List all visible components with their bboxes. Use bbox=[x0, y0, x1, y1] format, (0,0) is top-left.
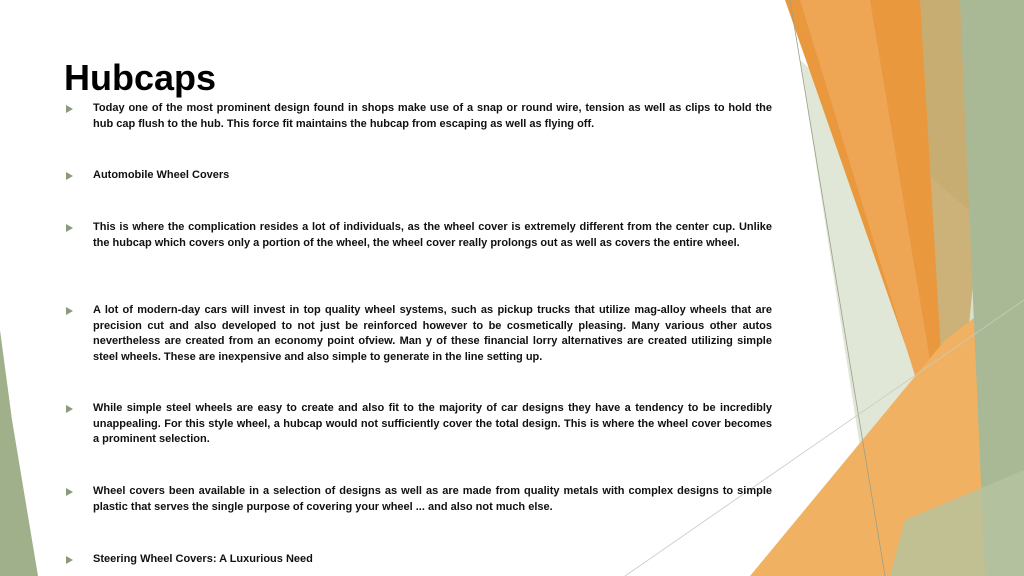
bullet-item bbox=[64, 401, 772, 448]
bullet-item bbox=[64, 168, 772, 184]
slide-title: Hubcaps bbox=[64, 57, 217, 98]
bullet-text: Wheel covers been available in a selection of designs as well as are made from quality metals with complex designs to simple plastic that serves the single purpose of covering your wheel ... and also not much else. bbox=[93, 485, 772, 513]
bullet-item bbox=[64, 220, 772, 251]
triangle-bullet-icon bbox=[66, 488, 73, 496]
bullet-item bbox=[64, 484, 772, 515]
triangle-bullet-icon bbox=[66, 405, 73, 413]
bullet-text: Today one of the most prominent design found in shops make use of a snap or round wire, tension as well as clips to hold the hub cap flush to the hub. This force fit maintains the hubcap from escaping as well as flying off. bbox=[93, 102, 772, 130]
bullet-text: This is where the complication resides a lot of individuals, as the wheel cover is extremely different from the center cup. Unlike the hubcap which covers only a portion of the wheel, the wheel cover really prolongs out as well as covers the entire wheel. bbox=[93, 221, 772, 249]
bullet-text: Steering Wheel Covers: A Luxurious Need bbox=[93, 553, 313, 565]
left-sage-facet bbox=[0, 330, 38, 576]
bullet-text: A lot of modern-day cars will invest in top quality wheel systems, such as pickup trucks that utilize mag-alloy wheels that are precision cut and also developed to not just be reinforced however to be cosmetically pleasing. Many various other autos nevertheless are created from an economy point ofview. Man y of these financial lorry alternatives are created utilizing simple steel wheels. These are inexpensive and also simple to generate in the line setting up. bbox=[93, 304, 772, 363]
triangle-bullet-icon bbox=[66, 172, 73, 180]
triangle-bullet-icon bbox=[66, 224, 73, 232]
triangle-bullet-icon bbox=[66, 105, 73, 113]
triangle-bullet-icon bbox=[66, 556, 73, 564]
triangle-bullet-icon bbox=[66, 307, 73, 315]
bullet-item bbox=[64, 303, 772, 365]
bullet-item bbox=[64, 101, 772, 132]
bullet-item bbox=[64, 552, 772, 568]
bullet-text: Automobile Wheel Covers bbox=[93, 169, 230, 181]
bullet-text: While simple steel wheels are easy to create and also fit to the majority of car designs they have a tendency to be incredibly unappealing. For this style wheel, a hubcap would not sufficiently cover the total design. This is where the wheel cover becomes a prominent selection. bbox=[93, 402, 772, 445]
